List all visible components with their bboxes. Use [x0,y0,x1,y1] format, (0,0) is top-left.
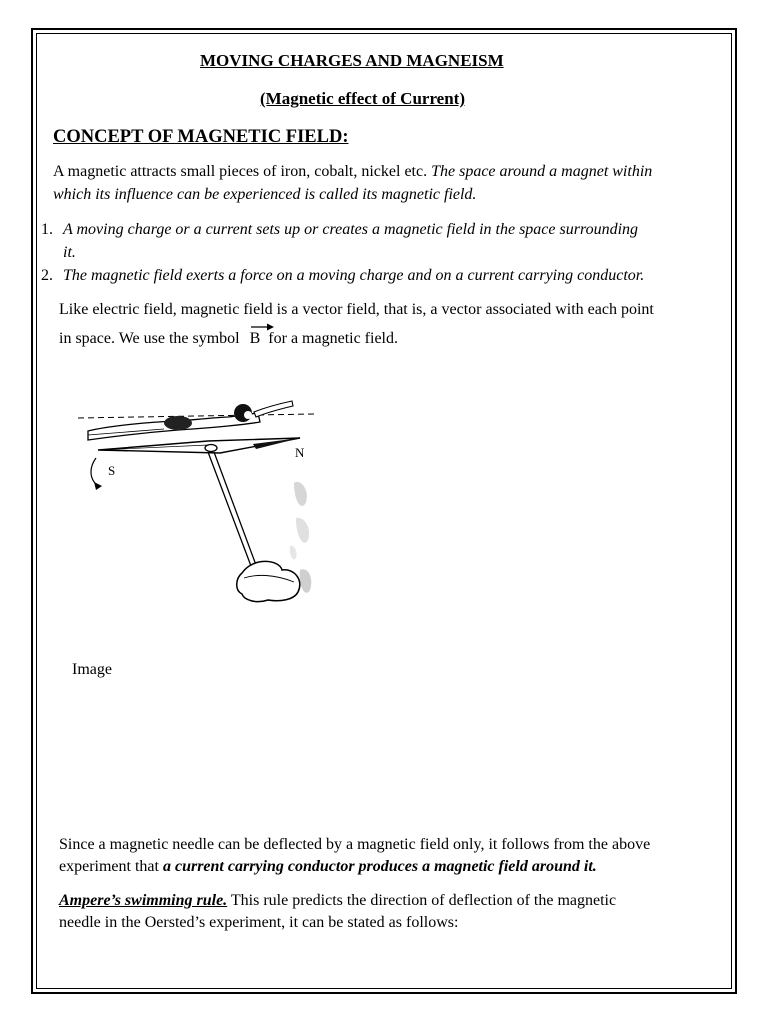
list-item-2-line-1: The magnetic field exerts a force on a moving charge and on a current carrying conductor. [63,267,645,284]
conclusion-line-2 [59,859,597,875]
page-subtitle: (Magnetic effect of Current) [260,89,466,108]
vector-para-line-1: Like electric field, magnetic field is a vector field, that is, a vector associated with each point [59,301,654,318]
swimmer-needle-illustration [68,398,314,612]
vector-b-letter: B [249,330,261,347]
intro-line-2: which its influence can be experienced is called its magnetic field. [53,186,477,203]
conclusion-emphasis: a current carrying conductor produces a magnetic field around it. [162,858,597,875]
ampere-line-2: needle in the Oersted’s experiment, it can be stated as follows: [59,914,459,931]
vector-para-line-2 [59,331,398,347]
figure-label-s: S [108,463,116,478]
list-item-1-number: 1. [41,221,53,238]
list-item-1-line-1: A moving charge or a current sets up or creates a magnetic field in the space surrounding [63,221,639,238]
figure-caption: Image [72,661,112,678]
ampere-line-1 [59,893,616,909]
ampere-line-1-rest: This rule predicts the direction of deflection of the magnetic [230,892,617,909]
intro-plain: A magnetic attracts small pieces of iron, cobalt, nickel etc. [53,163,428,180]
vector-para-after: for a magnetic field. [268,330,398,347]
vector-b-symbol [250,331,261,347]
conclusion-plain: experiment that [59,858,159,875]
vector-arrow-icon [250,322,274,332]
figure-label-n: N [295,445,305,460]
vector-para-before: in space. We use the symbol [59,330,240,347]
intro-italic-1: The space around a magnet within [431,163,653,180]
section-heading: CONCEPT OF MAGNETIC FIELD: [53,127,349,147]
list-item-1-line-2: it. [63,244,76,261]
page-title: MOVING CHARGES AND MAGNEISM [200,51,504,70]
conclusion-line-1: Since a magnetic needle can be deflected by a magnetic field only, it follows from the above [59,836,651,853]
ampere-rule-name: Ampere’s swimming rule. [59,892,228,909]
intro-line-1 [53,164,652,180]
list-item-2-number: 2. [41,267,53,284]
oersted-figure [68,398,314,612]
